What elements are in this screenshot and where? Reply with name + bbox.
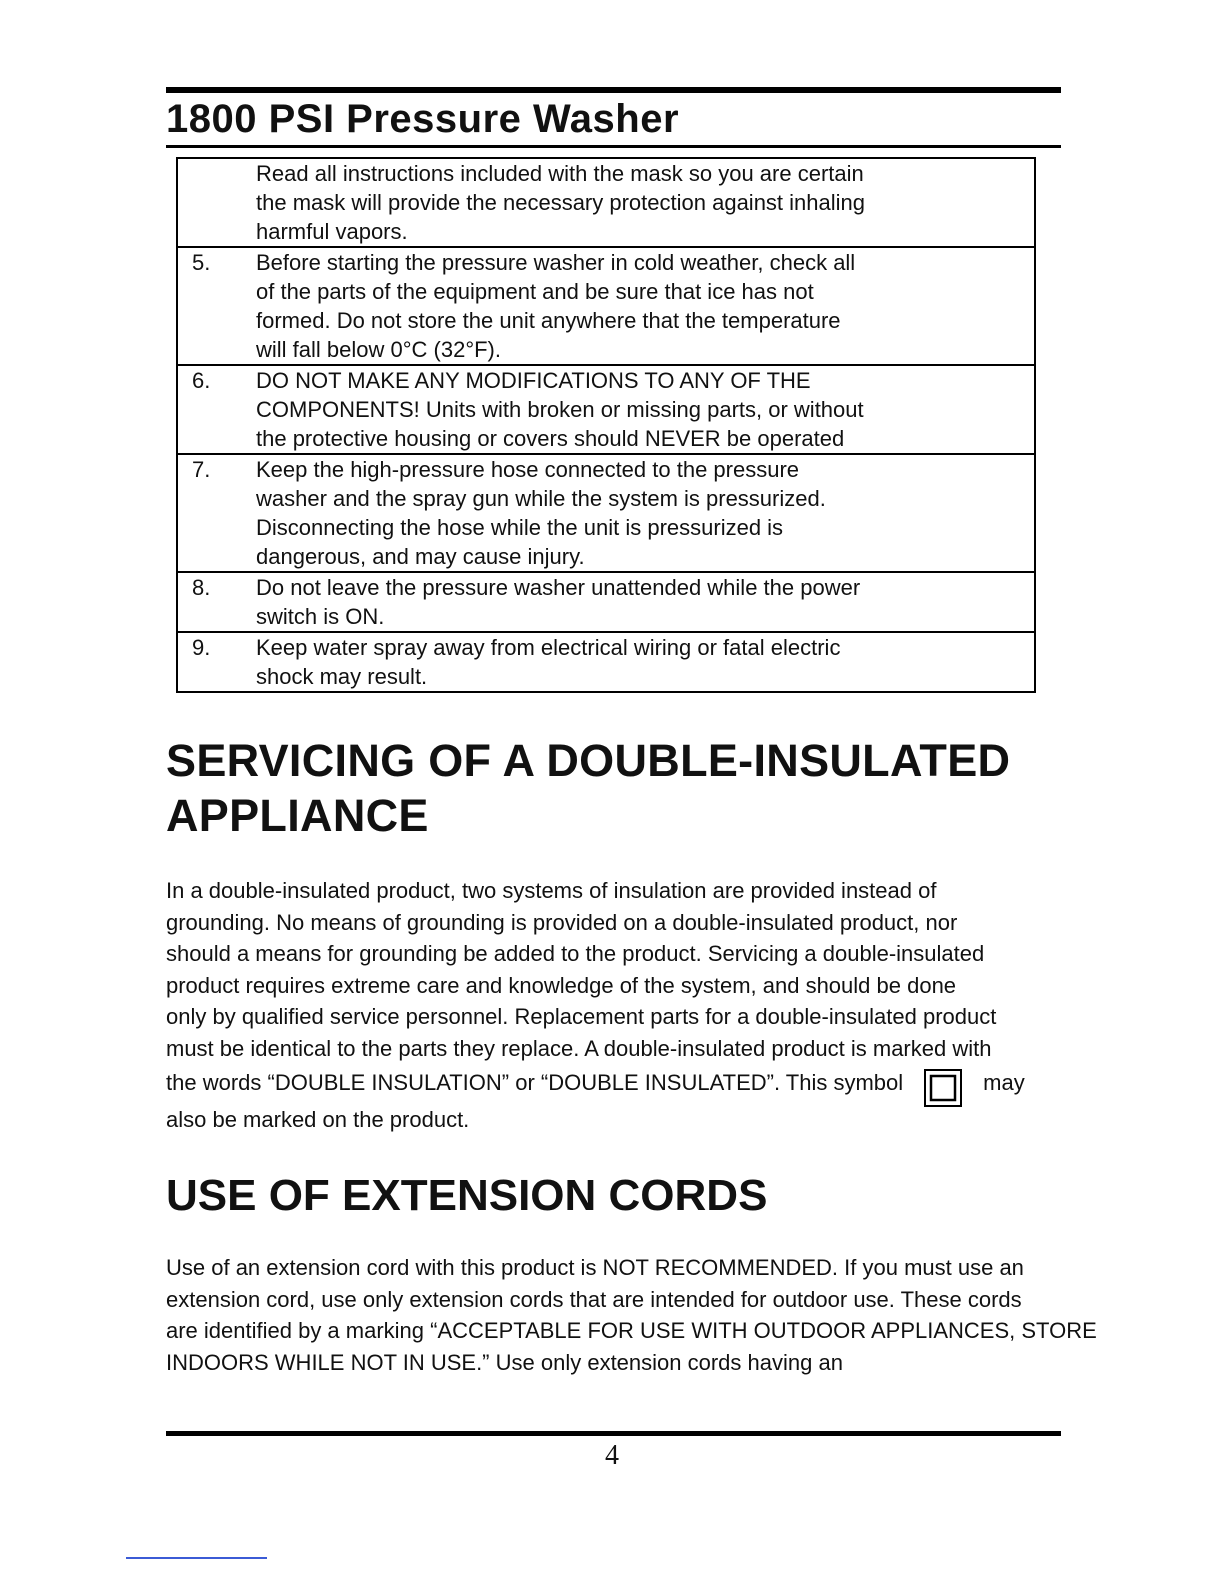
symbol-line-text: the words “DOUBLE INSULATION” or “DOUBLE INSULATED”. This symbol [166,1069,904,1095]
list-item-line: DO NOT MAKE ANY MODIFICATIONS TO ANY OF THE [256,368,811,393]
list-item-line: switch is ON. [256,604,385,629]
list-item-line: shock may result. [256,664,428,689]
list-item-text [256,454,1035,572]
double-insulation-square-icon [923,1068,963,1108]
safety-list-row [177,632,1035,692]
list-item-number [177,158,256,247]
paragraph-line: INDOORS WHILE NOT IN USE.” Use only extension cords having an [166,1349,843,1375]
page-number: 4 [605,1440,619,1471]
list-item-line: COMPONENTS! Units with broken or missing parts, or without [256,397,864,422]
list-item-text [256,365,1035,454]
document-title: 1800 PSI Pressure Washer [166,97,680,141]
safety-list-row [177,454,1035,572]
list-item-number: 7. [177,454,256,572]
list-item-line: harmful vapors. [256,219,408,244]
paragraph-line: are identified by a marking “ACCEPTABLE FOR USE WITH OUTDOOR APPLIANCES, STORE [166,1318,1097,1343]
list-item-text [256,158,1035,247]
servicing-paragraph [166,875,1066,1136]
list-item-line: Read all instructions included with the mask so you are certain [256,161,864,186]
title-underline [166,145,1061,148]
list-item-number: 8. [177,572,256,632]
paragraph-line: must be identical to the parts they replace. A double-insulated product is marked with [166,1035,992,1061]
paragraph-line: grounding. No means of grounding is provided on a double-insulated product, nor [166,909,958,935]
paragraph-line: only by qualified service personnel. Replacement parts for a double-insulated product [166,1004,997,1029]
list-item-number: 9. [177,632,256,692]
paragraph-line: should a means for grounding be added to the product. Servicing a double-insulated [166,941,985,966]
list-item-text [256,247,1035,365]
list-item-line: the mask will provide the necessary protection against inhaling [256,190,865,215]
list-item-line: Keep water spray away from electrical wiring or fatal electric [256,635,841,660]
paragraph-line: Use of an extension cord with this product is NOT RECOMMENDED. If you must use an [166,1255,1024,1280]
list-item-text [256,632,1035,692]
extension-cords-heading: USE OF EXTENSION CORDS [166,1171,768,1220]
list-item-line: Keep the high-pressure hose connected to the pressure [256,457,800,482]
list-item-line: Do not leave the pressure washer unattended while the power [256,575,861,600]
list-item-line: formed. Do not store the unit anywhere that the temperature [256,308,841,333]
paragraph-line-with-symbol [166,1064,1066,1104]
list-item-number: 6. [177,365,256,454]
extension-cords-paragraph [166,1252,1097,1378]
safety-list-row [177,247,1035,365]
safety-list-row [177,158,1035,247]
list-item-line: washer and the spray gun while the system is pressurized. [256,486,826,511]
list-item-line: Disconnecting the hose while the unit is pressurized is [256,515,784,540]
paragraph-line: product requires extreme care and knowledge of the system, and should be done [166,972,957,998]
list-item-text [256,572,1035,632]
safety-list-row [177,365,1035,454]
list-item-line: dangerous, and may cause injury. [256,544,585,569]
safety-instructions-table [176,157,1036,693]
paragraph-line: also be marked on the product. [166,1107,470,1132]
list-item-line: Before starting the pressure washer in cold weather, check all [256,250,856,275]
list-item-line: the protective housing or covers should NEVER be operated [256,426,845,451]
servicing-heading [166,733,1010,843]
list-item-line: of the parts of the equipment and be sure that ice has not [256,279,814,304]
top-rule [166,87,1061,93]
corner-line-mark [126,1557,267,1559]
safety-list-row [177,572,1035,632]
paragraph-line: In a double-insulated product, two systems of insulation are provided instead of [166,878,937,903]
servicing-heading-line: SERVICING OF A DOUBLE-INSULATED [166,735,1011,786]
servicing-heading-line: APPLIANCE [166,790,429,841]
list-item-line: will fall below 0°C (32°F). [256,337,501,362]
paragraph-line: extension cord, use only extension cords that are intended for outdoor use. These cords [166,1286,1022,1312]
list-item-number: 5. [177,247,256,365]
bottom-rule [166,1431,1061,1436]
symbol-line-suffix: may [983,1069,1025,1095]
